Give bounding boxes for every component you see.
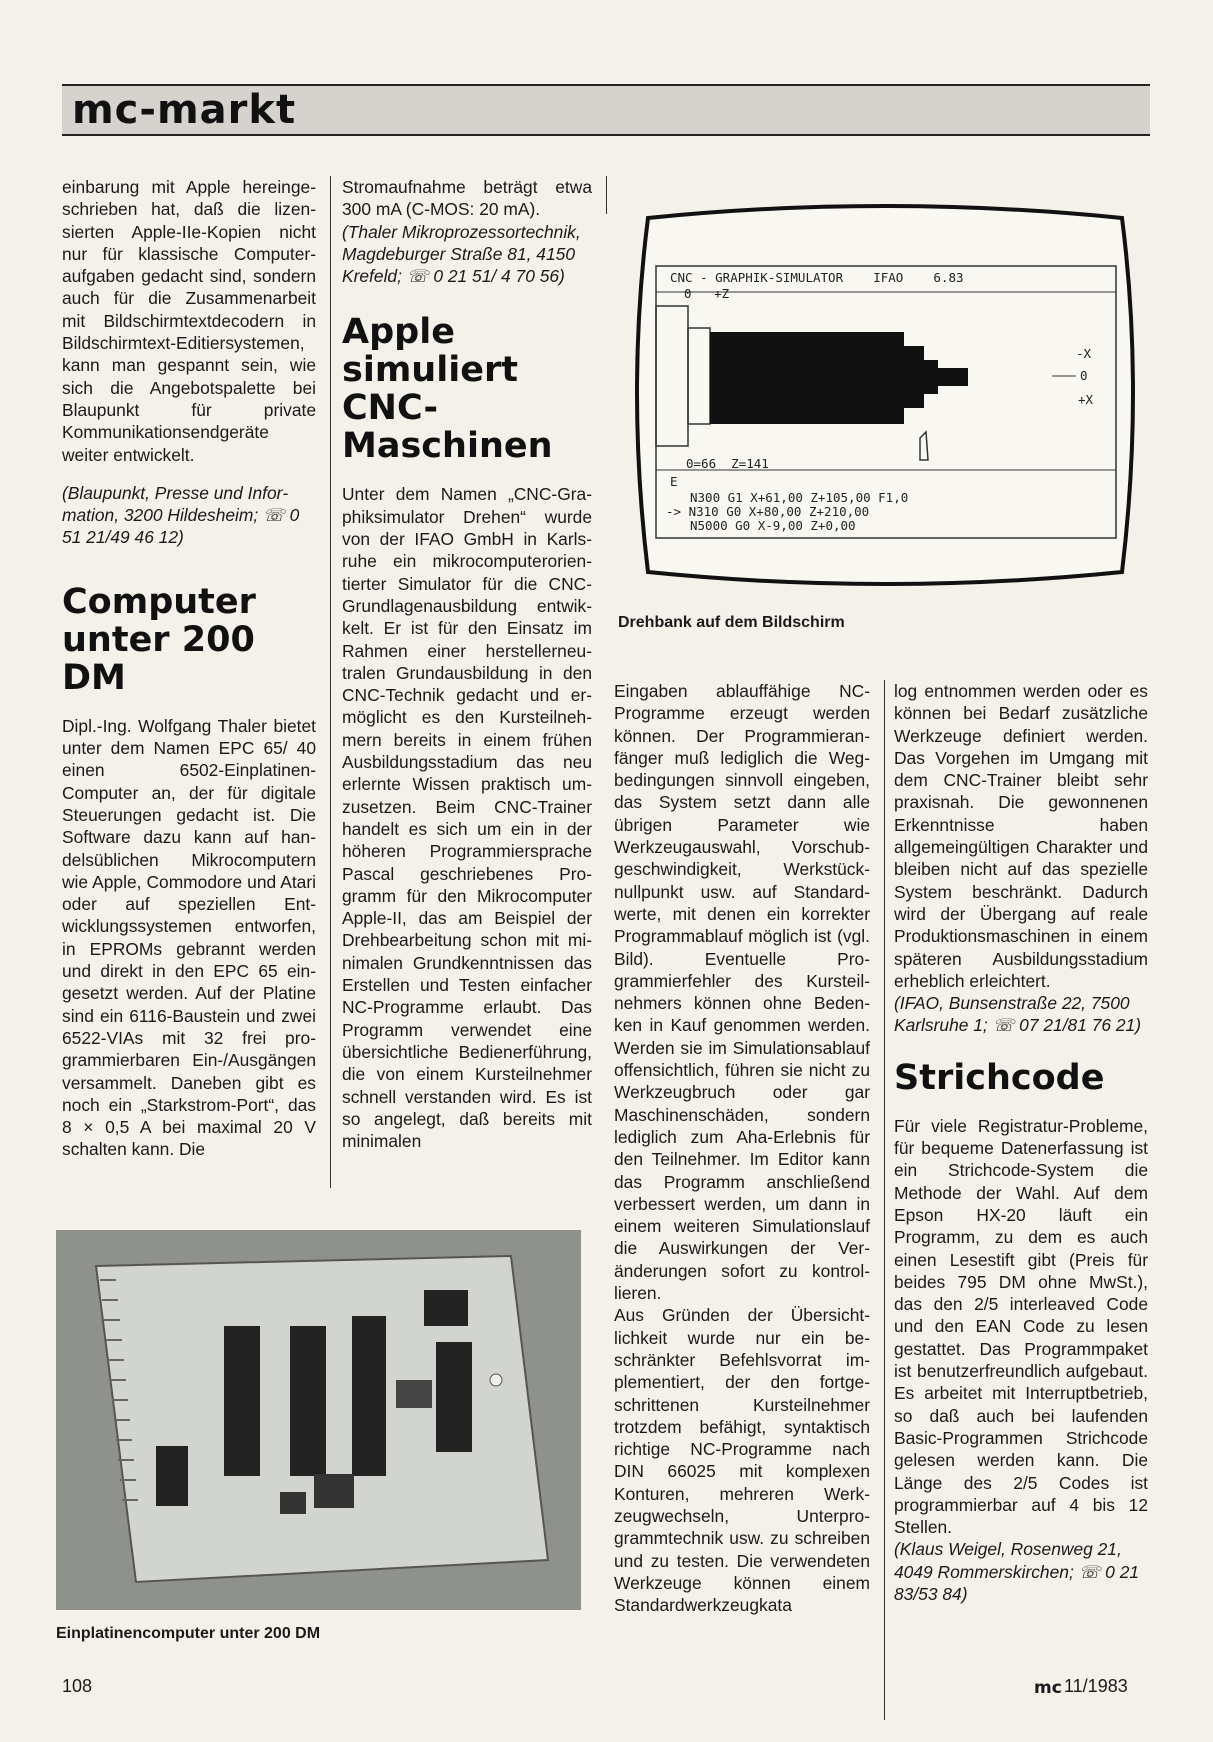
paragraph: Für viele Registratur-Probleme, für bequeme Datenerfassung ist ein Strichcode-System die Methode der Wahl. Auf dem Epson HX-20 läuft ein Programm, zu dem es auch einen Lesestift gibt (Preis für beides 795 DM ohne MwSt.), das den 2/5 interleaved Code und den EAN Code zu lesen gestattet. Das Programmpaket ist benutzerfreundlich aufgebaut. Es arbeitet mit Interruptbetrieb, so daß auch bei laufenden Basic-Programmen Strichcode gelesen werden kann. Die Länge des 2/5 Codes ist programmierbar auf 4 bis 12 Stellen. bbox=[894, 1115, 1148, 1538]
column-1 bbox=[62, 176, 316, 1169]
magazine-logo: mc bbox=[1034, 1678, 1062, 1698]
screen-coordinates: 0=66 Z=141 bbox=[686, 456, 769, 471]
paragraph: Unter dem Namen „CNC-Graphiksimulator Drehen“ wurde von der IFAO GmbH in Karlsruhe ein mikrocomputerorientierter Simulator für die CNC-Grundlagenausbildung entwikkelt. Er ist für den Einsatz im Rahmen einer herstellerneutralen Grundausbildung in den CNC-Technik gedacht und ermöglicht es den Kursteilnehmern bereits in einem frühen Ausbildungsstadium das neu erlernte Wissen praktisch umzusetzen. Beim CNC-Trainer handelt es sich um ein in der höheren Programmiersprache Pascal geschriebenes Programm für den Mikrocomputer Apple-II, das am Beispiel der Drehbearbeitung schon mit minimalen Grundkenntnissen das Erstellen und Testen einfacher NC-Programme erlaubt. Das Programm verwendet eine übersichtliche Bedienerführung, die von einem Kursteilnehmer schnell verstanden wird. Es ist so angelegt, daß bereits mit minimalen bbox=[342, 484, 592, 1152]
paragraph: Dipl.-Ing. Wolfgang Thaler bietet unter dem Namen EPC 65/ 40 einen 6502-Einplatinen-Computer an, der für digitale Steuerungen gedacht ist. Die Software dazu kann auf handelsüblichen Mikrocomputern wie Apple, Commodore und Atari oder auf speziellen Entwicklungssystemen entworfen, in EPROMs gebrannt werden und direkt in den EPC 65 eingesetzt werden. Auf der Platine sind ein 6116-Baustein und zwei 6522-VIAs mit 32 frei programmierbaren Ein-/Ausgängen versammelt. Daneben gibt es noch ein „Starkstrom-Port“, das 8 × 0,5 A bei maximal 20 V schalten kann. Die bbox=[62, 715, 316, 1160]
circuit-board-photo bbox=[56, 1230, 581, 1610]
screen-axis-line: 0 +Z bbox=[684, 286, 730, 301]
paragraph: einbarung mit Apple hereingeschrieben hat, daß die lizensierten Apple-IIe-Kopien nicht nur für klassische Computeraufgaben gedacht sind, sondern auch für die Zusammenarbeit mit Bildschirmtextdecodern in Bildschirmtext-Editiersystemen, kann man gespannt sein, wie sich die Angebotspalette bei Blaupunkt für private Kommunikationsendgeräte weiter entwickelt. bbox=[62, 177, 316, 465]
screen-nc-line: N300 G1 X+61,00 Z+105,00 F1,0 bbox=[690, 490, 909, 505]
article-heading: Computer unter 200 DM bbox=[62, 581, 256, 698]
circuit-board-icon bbox=[56, 1230, 581, 1610]
section-header bbox=[62, 84, 1150, 136]
citation: (Thaler Mikroprozessortechnik, Magdeburger Straße 81, 4150 Krefeld; ☏ 0 21 51/ 4 70 56) bbox=[342, 221, 581, 287]
issue-label: 11/1983 bbox=[1064, 1676, 1128, 1696]
column-rule bbox=[606, 176, 607, 214]
screen-plus-x: +X bbox=[1078, 392, 1094, 407]
citation: (IFAO, Bunsenstraße 22, 7500 Karlsruhe 1; ☏ 07 21/81 76 21) bbox=[894, 993, 1142, 1036]
page-number: 108 bbox=[62, 1676, 93, 1696]
column-3 bbox=[614, 680, 870, 1624]
column-2 bbox=[342, 176, 592, 1160]
screen-zero: 0 bbox=[1080, 368, 1088, 383]
screen-e: E bbox=[670, 474, 678, 489]
section-title: mc-markt bbox=[72, 87, 297, 133]
photo-caption: Einplatinencomputer unter 200 DM bbox=[56, 1625, 321, 1642]
citation: (Klaus Weigel, Rosenweg 21, 4049 Rommerskirchen; ☏ 0 21 83/53 84) bbox=[894, 1539, 1140, 1604]
paragraph: Stromaufnahme beträgt etwa 300 mA (C-MOS: 20 mA). bbox=[342, 177, 592, 220]
screen-title-line: CNC - GRAPHIK-SIMULATOR IFAO 6.83 bbox=[670, 270, 964, 285]
screen-nc-line: N5000 G0 X-9,00 Z+0,00 bbox=[690, 518, 856, 533]
article-heading: Strichcode bbox=[894, 1057, 1105, 1098]
paragraph: Eingaben ablauffähige NC-Programme erzeugt werden können. Der Programmieranfänger muß lediglich die Wegbedingungen sinnvoll eingeben, das System setzt dann alle übrigen Parameter wie Werkzeugauswahl, Vorschubgeschwindigkeit, Werkstücknullpunkt usw. auf Standardwerte, mit denen ein korrekter Programmablauf möglich ist (vgl. Bild). Eventuelle Programmierfehler des Kursteilnehmers können ohne Bedenken in Kauf genommen werden. Werden sie im Simulationsablauf offensichtlich, führen sie nicht zu Werkzeugbruch oder gar Maschinenschäden, sondern lediglich zum Aha-Erlebnis für den Teilnehmer. Im Editor kann das Programm anschließend verbessert werden, um dann in einem weiteren Simulationslauf die Auswirkungen der Veränderungen sofort zu kontrollieren. bbox=[614, 681, 870, 1304]
screen-nc-line: -> N310 G0 X+80,00 Z+210,00 bbox=[666, 504, 870, 519]
column-4 bbox=[894, 680, 1148, 1613]
column-rule bbox=[330, 176, 331, 1188]
crt-monitor-icon bbox=[628, 200, 1142, 592]
article-heading: Apple simuliert CNC-Maschinen bbox=[342, 312, 553, 467]
screen-caption: Drehbank auf dem Bildschirm bbox=[618, 614, 845, 631]
screen-minus-x: -X bbox=[1076, 346, 1092, 361]
paragraph: log entnommen werden oder es können bei Bedarf zusätzliche Werkzeuge definiert werden. Das Vorgehen im Umgang mit dem CNC-Trainer bleibt sehr praxisnah. Die gewonnenen Erkenntnisse haben allgemeingültigen Charakter und bleiben nicht auf das spezielle System beschränkt. Dadurch wird der Übergang auf reale Produktionsmaschinen in einem späteren Ausbildungsstadium erheblich erleichtert. bbox=[894, 681, 1148, 991]
citation: (Blaupunkt, Presse und Information, 3200 Hildesheim; ☏ 0 51 21/49 46 12) bbox=[62, 482, 300, 548]
screen-image bbox=[628, 200, 1142, 592]
column-rule bbox=[884, 680, 885, 1720]
paragraph: Aus Gründen der Übersichtlichkeit wurde nur ein beschränkter Befehlsvorrat implementiert, der den fortgeschrittenen Kursteilnehmer trotzdem befähigt, syntaktisch richtige NC-Programme nach DIN 66025 mit komplexen Konturen, mehreren Werkzeugwechseln, Unterprogrammtechnik usw. zu schreiben und zu testen. Die verwendeten Werkzeuge können einem Standardwerkzeugkata bbox=[614, 1305, 870, 1616]
